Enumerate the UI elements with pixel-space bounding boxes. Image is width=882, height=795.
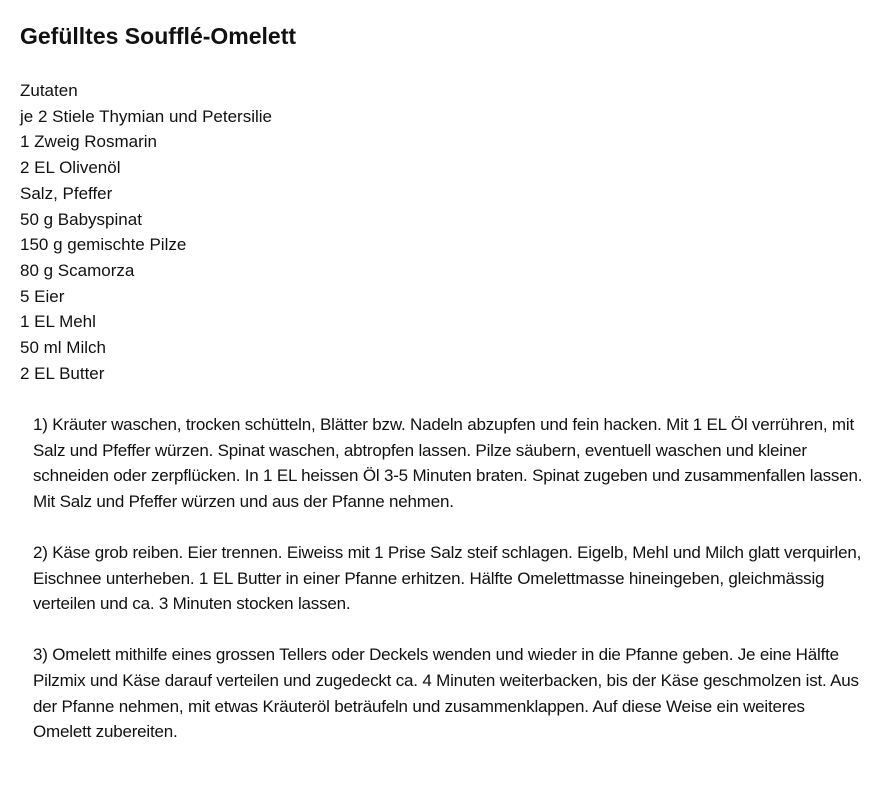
ingredient-item: 1 Zweig Rosmarin (20, 132, 157, 152)
ingredient-item: 1 EL Mehl (20, 312, 96, 332)
ingredient-item: 50 ml Milch (20, 338, 106, 358)
ingredient-item: 80 g Scamorza (20, 260, 135, 280)
ingredient-item: 150 g gemischte Pilze (20, 235, 187, 255)
step-2: 2) Käse grob reiben. Eier trennen. Eiweiss mit 1 Prise Salz steif schlagen. Eigelb, Mehl und Milch glatt verquirlen, Eischnee unterheben. 1 EL Butter in einer Pfanne erhitzen. Hälfte Omelettmasse hineingeben, gleichmässig verteilen und ca. 3 Minuten stocken lassen. (33, 542, 862, 614)
ingredients-heading: Zutaten (20, 81, 78, 100)
ingredient-item: Salz, Pfeffer (20, 183, 113, 203)
ingredient-item: 5 Eier (20, 286, 65, 306)
ingredient-item: 2 EL Olivenöl (20, 158, 121, 178)
ingredient-item: je 2 Stiele Thymian und Petersilie (20, 106, 272, 126)
recipe-title: Gefülltes Soufflé-Omelett (20, 23, 297, 49)
preparation-steps (33, 412, 863, 770)
ingredient-item: 50 g Babyspinat (20, 209, 142, 229)
step-1: 1) Kräuter waschen, trocken schütteln, Blätter bzw. Nadeln abzupfen und fein hacken. Mit 1 EL Öl verrühren, mit Salz und Pfeffer würzen. Spinat waschen, abtropfen lassen. Pilze säubern, eventuell waschen und kleiner schneiden oder zerpflücken. In 1 EL heissen Öl 3-5 Minuten braten. Spinat zugeben und zusammenfallen lassen. Mit Salz und Pfeffer würzen und aus der Pfanne nehmen. (33, 415, 863, 511)
ingredients-list (20, 78, 272, 386)
step-3: 3) Omelett mithilfe eines grossen Tellers oder Deckels wenden und wieder in die Pfanne geben. Je eine Hälfte Pilzmix und Käse darauf verteilen und zugedeckt ca. 4 Minuten weiterbacken, bis der Käse geschmolzen ist. Aus der Pfanne nehmen, mit etwas Kräuteröl beträufeln und zusammenklappen. Auf diese Weise ein weiteres Omelett zubereiten. (33, 645, 859, 742)
ingredient-item: 2 EL Butter (20, 363, 105, 383)
